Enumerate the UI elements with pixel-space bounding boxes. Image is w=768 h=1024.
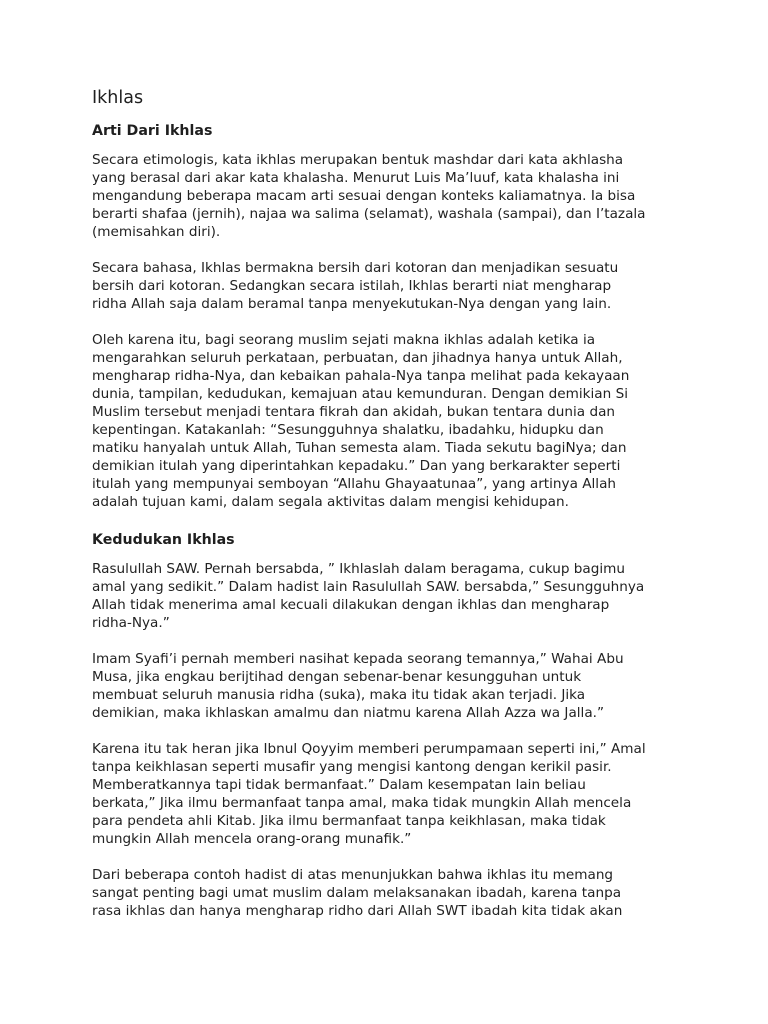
paragraph: Secara etimologis, kata ikhlas merupakan bentuk mashdar dari kata akhlasha yang berasal dari akar kata khalasha. Menurut Luis Ma’luuf, kata khalasha ini mengandung beberapa macam arti sesuai dengan konteks kaliamatnya. Ia bisa berarti shafaa (jernih), najaa wa salima (selamat), washala (sampai), dan I’tazala (memisahkan diri). bbox=[92, 152, 646, 240]
document-title: Ikhlas bbox=[92, 88, 144, 108]
paragraph: Oleh karena itu, bagi seorang muslim sejati makna ikhlas adalah ketika ia mengarahkan seluruh perkataan, perbuatan, dan jihadnya hanya untuk Allah, mengharap ridha-Nya, dan kebaikan pahala-Nya tanpa melihat pada kekayaan dunia, tampilan, kedudukan, kemajuan atau kemunduran. Dengan demikian Si Muslim tersebut menjadi tentara fikrah dan akidah, bukan tentara dunia dan kepentingan. Katakanlah: “Sesungguhnya shalatku, ibadahku, hidupku dan matiku hanyalah untuk Allah, Tuhan semesta alam. Tiada sekutu bagiNya; dan demikian itulah yang diperintahkan kepadaku.” Dan yang berkarakter seperti itulah yang mempunyai semboyan “Allahu Ghayaatunaa”, yang artinya Allah adalah tujuan kami, dalam segala aktivitas dalam mengisi kehidupan. bbox=[92, 332, 630, 510]
paragraph: Imam Syafi’i pernah memberi nasihat kepada seorang temannya,” Wahai Abu Musa, jika engkau berijtihad dengan sebenar-benar kesungguhan untuk membuat seluruh manusia ridha (suka), maka itu tidak akan terjadi. Jika demikian, maka ikhlaskan amalmu dan niatmu karena Allah Azza wa Jalla.” bbox=[92, 651, 624, 721]
paragraph: Secara bahasa, Ikhlas bermakna bersih dari kotoran dan menjadikan sesuatu bersih dari kotoran. Sedangkan secara istilah, Ikhlas berarti niat mengharap ridha Allah saja dalam beramal tanpa menyekutukan-Nya dengan yang lain. bbox=[92, 260, 619, 312]
section-heading-arti: Arti Dari Ikhlas bbox=[92, 123, 213, 139]
paragraph: Dari beberapa contoh hadist di atas menunjukkan bahwa ikhlas itu memang sangat penting bagi umat muslim dalam melaksanakan ibadah, karena tanpa rasa ikhlas dan hanya mengharap ridho dari Allah SWT ibadah kita tidak akan bbox=[92, 867, 623, 919]
document-page bbox=[92, 86, 682, 938]
paragraph: Rasulullah SAW. Pernah bersabda, ” Ikhlaslah dalam beragama, cukup bagimu amal yang sedikit.” Dalam hadist lain Rasulullah SAW. bersabda,” Sesungguhnya Allah tidak menerima amal kecuali dilakukan dengan ikhlas dan mengharap ridha-Nya.” bbox=[92, 561, 645, 631]
section-heading-kedudukan: Kedudukan Ikhlas bbox=[92, 532, 235, 548]
paragraph: Karena itu tak heran jika Ibnul Qoyyim memberi perumpamaan seperti ini,” Amal tanpa keikhlasan seperti musafir yang mengisi kantong dengan kerikil pasir. Memberatkannya tapi tidak bermanfaat.” Dalam kesempatan lain beliau berkata,” Jika ilmu bermanfaat tanpa amal, maka tidak mungkin Allah mencela para pendeta ahli Kitab. Jika ilmu bermanfaat tanpa keikhlasan, maka tidak mungkin Allah mencela orang-orang munafik.” bbox=[92, 741, 646, 847]
